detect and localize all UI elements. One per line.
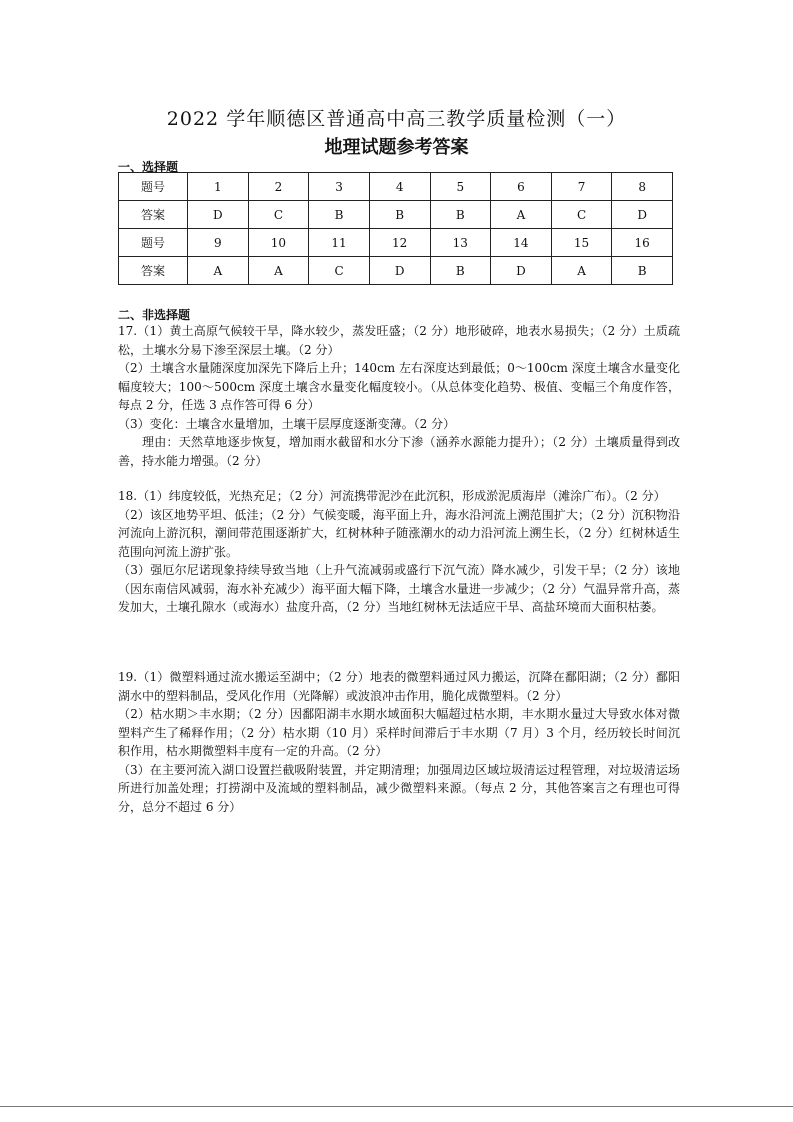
table-cell: 2 — [248, 173, 309, 201]
table-cell: 12 — [369, 229, 430, 257]
table-cell: B — [430, 201, 491, 229]
q17-part1: 17.（1）黄土高原气候较干旱，降水较少，蒸发旺盛；（2 分）地形破碎，地表水易损失；（2 分）土质疏松，土壤水分易下渗至深层土壤。（2 分） — [118, 324, 680, 357]
answer-table-row — [119, 257, 673, 285]
answer-table — [118, 172, 673, 285]
answer-table-row — [119, 173, 673, 201]
table-cell: C — [248, 201, 309, 229]
row-label: 答案 — [119, 257, 188, 285]
row-label: 答案 — [119, 201, 188, 229]
table-cell: C — [309, 257, 370, 285]
table-cell: 3 — [309, 173, 370, 201]
table-cell: 11 — [309, 229, 370, 257]
section-heading-nonchoice: 二、非选择题 — [118, 308, 191, 322]
table-cell: D — [491, 257, 552, 285]
table-cell: 7 — [551, 173, 612, 201]
table-cell: 13 — [430, 229, 491, 257]
table-cell: A — [248, 257, 309, 285]
q18-part3: （3）强厄尔尼诺现象持续导致当地（上升气流减弱或盛行下沉气流）降水减少，引发干旱；（2 分）该地（因东南信风减弱，海水补充减少）海平面大幅下降，土壤含水量进一步减少；（2 分）气温异常升高，蒸发加大，土壤孔隙水（或海水）盐度升高，（2 分）当地红树林无法适应干旱、高盐环境而大面积枯萎。 — [118, 563, 680, 614]
table-cell: D — [612, 201, 673, 229]
table-cell: 16 — [612, 229, 673, 257]
page-title: 2022 学年顺德区普通高中高三教学质量检测（一） — [166, 108, 627, 130]
row-label: 题号 — [119, 229, 188, 257]
q18-part2: （2）该区地势平坦、低洼；（2 分）气候变暖，海平面上升，海水沿河流上溯范围扩大；（2 分）沉积物沿河流向上游沉积，潮间带范围逐渐扩大，红树林种子随涨潮水的动力沿河流上溯生长，（2 分）红树林适生范围向河流上游扩张。 — [118, 507, 680, 559]
table-cell: 14 — [491, 229, 552, 257]
q19-part1: 19.（1）微塑料通过流水搬运至湖中；（2 分）地表的微塑料通过风力搬运，沉降在鄱阳湖；（2 分）鄱阳湖水中的塑料制品，受风化作用（光降解）或波浪冲击作用，脆化成微塑料。（2 分） — [118, 670, 680, 703]
table-cell: 1 — [188, 173, 249, 201]
q19-part3: （3）在主要河流入湖口设置拦截吸附装置，并定期清理；加强周边区域垃圾清运过程管理，对垃圾清运场所进行加盖处理；打捞湖中及流域的塑料制品，减少微塑料来源。（每点 2 分，其他答案言之有理也可得分，总分不超过 6 分） — [118, 762, 680, 814]
table-cell: B — [369, 201, 430, 229]
table-cell: A — [188, 257, 249, 285]
table-cell: B — [309, 201, 370, 229]
q17-part2: （2）土壤含水量随深度加深先下降后上升；140cm 左右深度达到最低；0～100cm 深度土壤含水量变化幅度较大；100～500cm 深度土壤含水量变化幅度较小。（从总体变化趋势、极值、变幅三个角度作答，每点 2 分，任选 3 点作答可得 6 分） — [118, 361, 680, 412]
table-cell: 10 — [248, 229, 309, 257]
table-cell: 15 — [551, 229, 612, 257]
table-cell: 5 — [430, 173, 491, 201]
table-cell: B — [612, 257, 673, 285]
q18-part1: 18.（1）纬度较低，光热充足；（2 分）河流携带泥沙在此沉积，形成淤泥质海岸（滩涂广布）。（2 分） — [118, 489, 666, 503]
bottom-divider — [0, 1106, 793, 1107]
answer-table-row — [119, 229, 673, 257]
table-cell: 9 — [188, 229, 249, 257]
table-cell: 6 — [491, 173, 552, 201]
q19-part2: （2）枯水期＞丰水期；（2 分）因鄱阳湖丰水期水域面积大幅超过枯水期，丰水期水量过大导致水体对微塑料产生了稀释作用；（2 分）枯水期（10 月）采样时间滞后于丰水期（7 月）3 个月，经历较长时间沉积作用，枯水期微塑料丰度有一定的升高。（2 分） — [118, 707, 680, 758]
answer-table-row — [119, 201, 673, 229]
row-label: 题号 — [119, 173, 188, 201]
table-cell: B — [430, 257, 491, 285]
table-cell: A — [551, 257, 612, 285]
question-18-answer — [118, 487, 680, 617]
table-cell: D — [369, 257, 430, 285]
q17-part3-reason: 理由：天然草地逐步恢复，增加雨水截留和水分下渗（涵养水源能力提升）；（2 分）土壤质量得到改善，持水能力增强。（2 分） — [118, 435, 680, 468]
table-cell: A — [491, 201, 552, 229]
question-19-answer — [118, 668, 680, 816]
q17-part3: （3）变化：土壤含水量增加，土壤干层厚度逐渐变薄。（2 分） — [118, 416, 456, 431]
table-cell: 4 — [369, 173, 430, 201]
table-cell: D — [188, 201, 249, 229]
page-subtitle: 地理试题参考答案 — [324, 137, 469, 158]
table-cell: 8 — [612, 173, 673, 201]
section-heading-choice: 一、选择题 — [118, 160, 179, 174]
question-17-answer — [118, 322, 680, 470]
table-cell: C — [551, 201, 612, 229]
